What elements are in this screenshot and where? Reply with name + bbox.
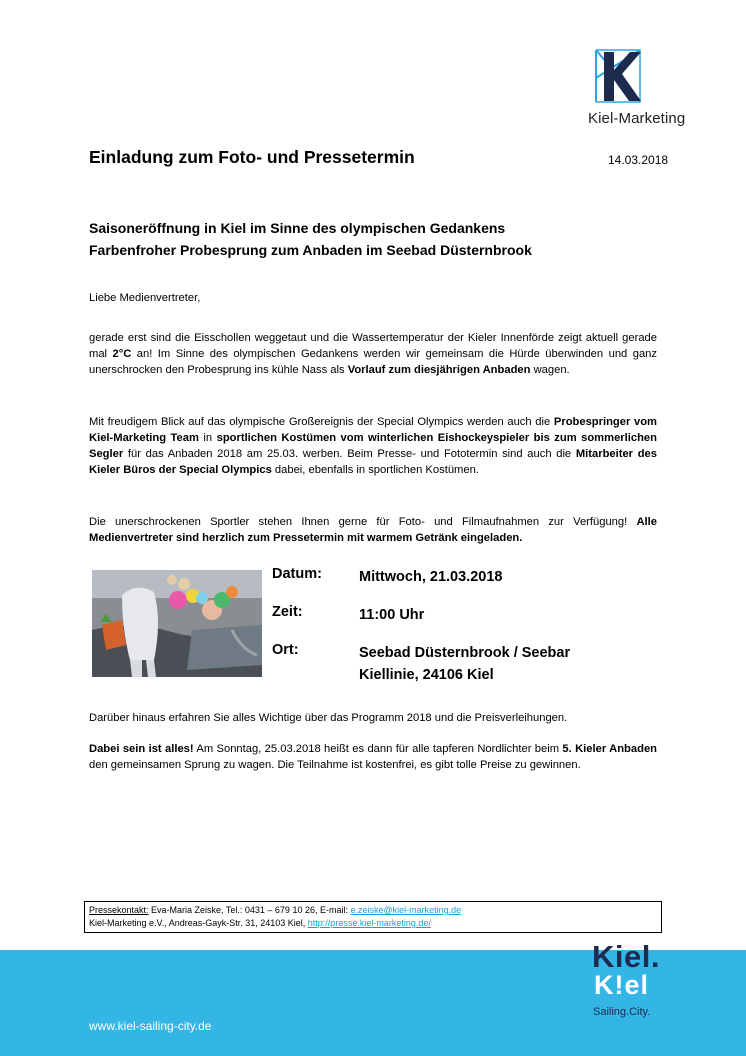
paragraph-2 bbox=[89, 414, 657, 478]
event-place-label: Ort: bbox=[272, 642, 299, 658]
press-contact-box bbox=[84, 901, 662, 933]
para1-text-2: an! Im Sinne des olympischen Gedankens werden wir gemeinsam die Hürde überwinden und ganz unerschrocken den Probesprung ins kühle Nass als bbox=[89, 348, 658, 376]
event-time-label: Zeit: bbox=[272, 604, 303, 620]
contact-line-1 bbox=[89, 904, 657, 917]
para3-bold-1: Alle Medienvertreter sind herzlich zum Pressetermin mit warmem Getränk eingeladen. bbox=[89, 516, 657, 544]
subtitle-line-1: Saisoneröffnung in Kiel im Sinne des olympischen Gedankens bbox=[89, 220, 506, 236]
logo-line-2: K!el bbox=[594, 970, 650, 1000]
para5-bold-1: Dabei sein ist alles! bbox=[89, 743, 194, 755]
para2-text-3: für das Anbaden 2018 am 25.03. werben. Beim Presse- und Fototermin sind auch die bbox=[123, 448, 576, 460]
paragraph-4 bbox=[89, 710, 657, 726]
paragraph-1 bbox=[89, 330, 657, 378]
para3-text-1: Die unerschrockenen Sportler stehen Ihnen gerne für Foto- und Filmaufnahmen zur Verfügung! bbox=[89, 516, 637, 528]
kiel-marketing-k-icon bbox=[592, 48, 644, 104]
para2-bold-1: Probespringer vom Kiel-Marketing Team bbox=[89, 416, 658, 444]
para2-bold-3: Mitarbeiter des Kieler Büros der Special Olympics bbox=[89, 448, 657, 476]
para1-bold-1: 2°C bbox=[112, 348, 132, 360]
para5-text-1: Am Sonntag, 25.03.2018 heißt es dann für alle tapferen Nordlichter beim bbox=[193, 743, 563, 755]
para2-text-1: Mit freudigem Blick auf das olympische Großereignis der Special Olympics werden auch die bbox=[89, 416, 554, 428]
page-title: Einladung zum Foto- und Pressetermin bbox=[89, 147, 415, 167]
subtitle bbox=[89, 217, 669, 261]
contact-text-2: Kiel-Marketing e.V., Andreas-Gayk-Str. 31, 24103 Kiel, bbox=[89, 918, 308, 928]
event-place-line-2: Kiellinie, 24106 Kiel bbox=[359, 667, 494, 683]
contact-text-1: Eva-Maria Zeiske, Tel.: 0431 – 679 10 26, E-mail: bbox=[148, 905, 351, 915]
para2-bold-2: sportlichen Kostümen vom winterlichen Eishockeyspieler bis zum sommerlichen Segler bbox=[89, 432, 657, 460]
footer-url[interactable]: www.kiel-sailing-city.de bbox=[89, 1019, 212, 1033]
subtitle-line-2: Farbenfroher Probesprung zum Anbaden im Seebad Düsternbrook bbox=[89, 242, 532, 258]
contact-url-link[interactable]: http://presse.kiel-marketing.de/ bbox=[307, 918, 431, 928]
logo-slogan: Sailing.City. bbox=[593, 1006, 651, 1018]
greeting bbox=[89, 290, 657, 306]
kiel-marketing-logo bbox=[588, 48, 686, 127]
para2-text-4: dabei, ebenfalls in sportlichen Kostümen. bbox=[271, 464, 479, 476]
contact-email-link[interactable]: e.zeiske@kiel-marketing.de bbox=[350, 905, 462, 915]
para5-text-2: den gemeinsamen Sprung zu wagen. Die Teilnahme ist kostenfrei, es gibt tolle Preise zu gewinnen. bbox=[89, 759, 581, 771]
event-time-row bbox=[272, 604, 424, 626]
para2-text-2: in bbox=[198, 432, 217, 444]
para5-bold-2: 5. Kieler Anbaden bbox=[562, 743, 658, 755]
event-place-line-1: Seebad Düsternbrook / Seebar bbox=[359, 645, 571, 661]
event-time-value: 11:00 Uhr bbox=[359, 607, 425, 623]
document-date: 14.03.2018 bbox=[608, 153, 669, 167]
event-date-row bbox=[272, 566, 502, 588]
para1-text-1: gerade erst sind die Eisschollen weggetaut und die Wassertemperatur der Kieler Innenförde zeigt aktuell gerade mal bbox=[89, 332, 657, 360]
event-place-value bbox=[359, 642, 570, 686]
contact-label: Pressekontakt: bbox=[89, 905, 149, 915]
kiel-sailing-city-logo bbox=[592, 939, 676, 1018]
event-place-row bbox=[272, 642, 570, 686]
para1-text-3: wagen. bbox=[530, 364, 570, 376]
logo-line-1: Kiel. bbox=[592, 939, 660, 974]
event-photo bbox=[92, 570, 262, 677]
para4-text: Darüber hinaus erfahren Sie alles Wichtige über das Programm 2018 und die Preisverleihungen. bbox=[89, 712, 568, 724]
paragraph-5 bbox=[89, 741, 657, 773]
paragraph-3 bbox=[89, 514, 657, 546]
event-date-label: Datum: bbox=[272, 566, 322, 582]
para1-bold-2: Vorlauf zum diesjährigen Anbaden bbox=[347, 364, 531, 376]
greeting-text: Liebe Medienvertreter, bbox=[89, 292, 201, 304]
contact-line-2 bbox=[89, 917, 657, 930]
brand-name: Kiel-Marketing bbox=[588, 110, 686, 127]
event-date-value: Mittwoch, 21.03.2018 bbox=[359, 569, 503, 585]
